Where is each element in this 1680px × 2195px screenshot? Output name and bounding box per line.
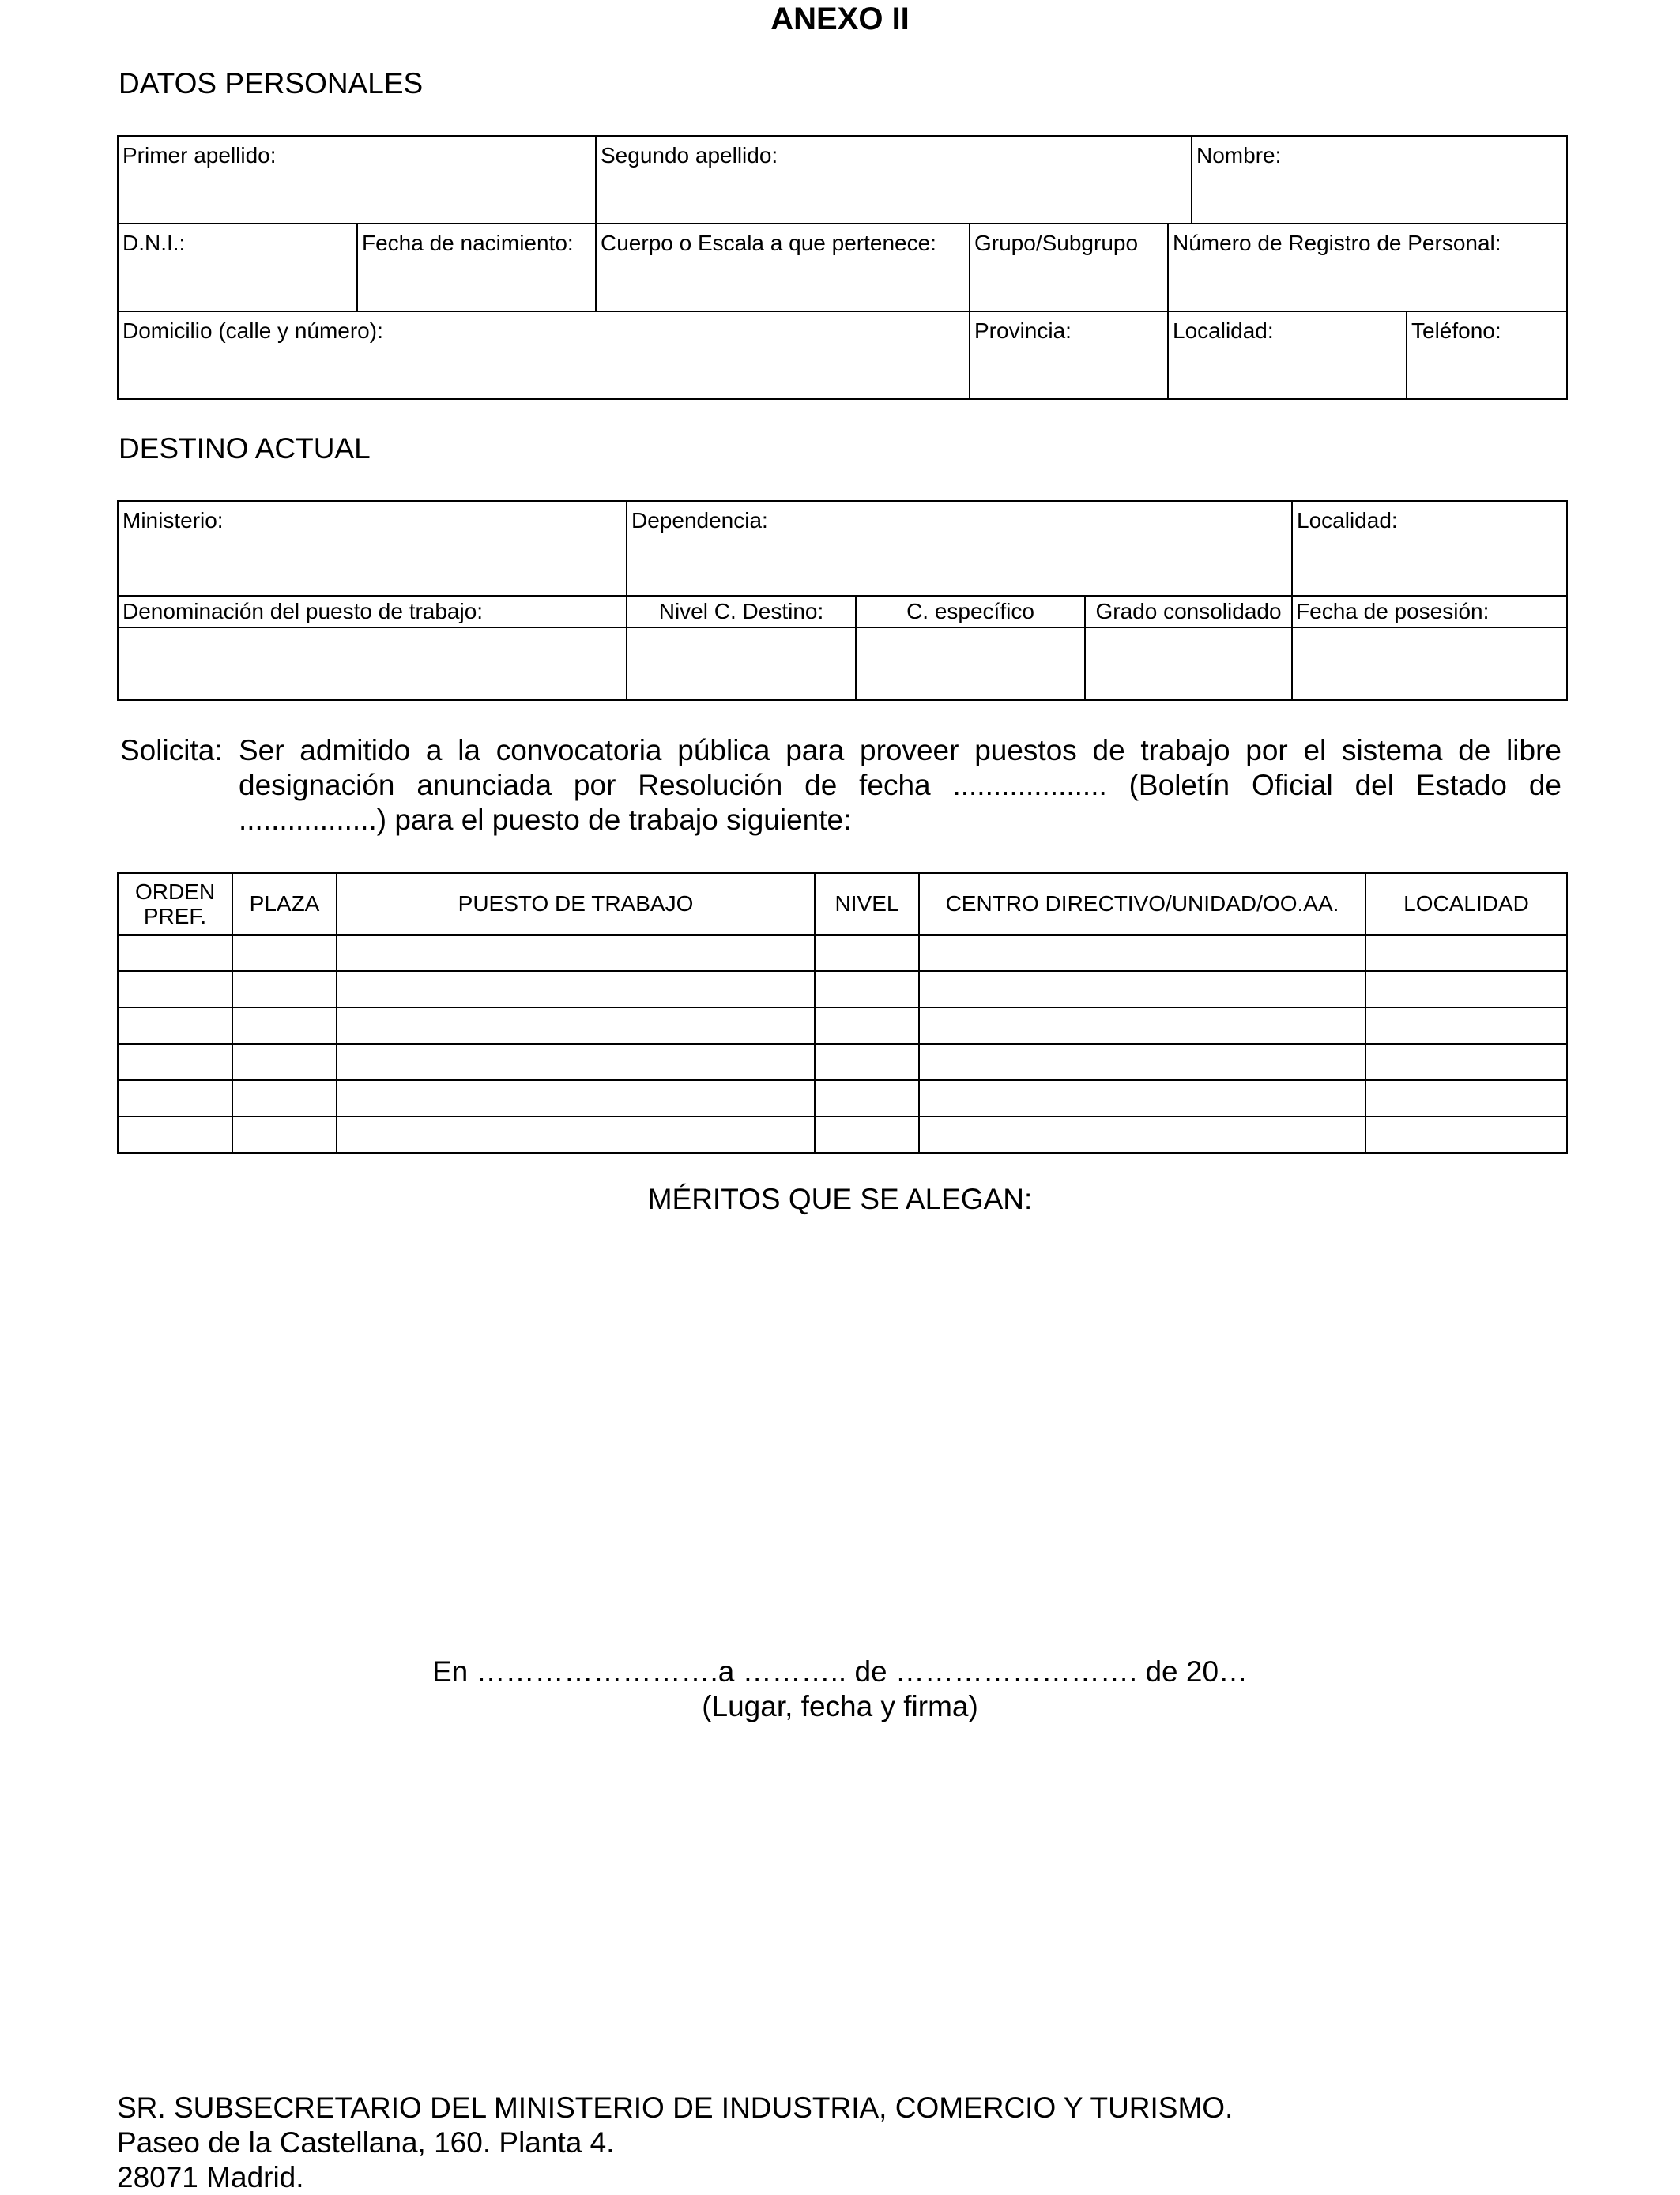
page-title: ANEXO II xyxy=(770,2,910,36)
table-cell[interactable] xyxy=(232,971,337,1007)
denominacion-input[interactable] xyxy=(118,627,627,700)
c-especifico-header xyxy=(856,596,1085,627)
table-cell[interactable] xyxy=(118,1007,232,1044)
section-heading-datos-personales: DATOS PERSONALES xyxy=(119,67,424,100)
denominacion-label: Denominación del puesto de trabajo: xyxy=(122,599,484,623)
table-row xyxy=(118,1116,1567,1153)
header-plaza xyxy=(232,873,337,935)
nrp-label: Número de Registro de Personal: xyxy=(1173,231,1501,255)
table-cell[interactable] xyxy=(919,1044,1365,1080)
nivel-destino-header xyxy=(627,596,856,627)
table-cell[interactable] xyxy=(919,1080,1365,1116)
table-cell[interactable] xyxy=(337,971,815,1007)
header-orden-pref-label: ORDEN PREF. xyxy=(134,879,216,928)
personal-data-table xyxy=(117,135,1568,400)
grupo-field[interactable] xyxy=(970,224,1168,311)
fecha-posesion-label: Fecha de posesión: xyxy=(1296,599,1490,623)
localidad-telefono-cell xyxy=(1168,311,1567,399)
table-cell[interactable] xyxy=(1365,1044,1567,1080)
destino-localidad-label: Localidad: xyxy=(1297,508,1398,533)
table-cell[interactable] xyxy=(919,1116,1365,1153)
table-cell[interactable] xyxy=(815,1080,919,1116)
denominacion-header xyxy=(118,596,627,627)
destino-table xyxy=(117,500,1568,701)
provincia-field[interactable] xyxy=(970,311,1168,399)
dependencia-field[interactable] xyxy=(627,501,1292,596)
nombre-label: Nombre: xyxy=(1196,143,1282,168)
grado-header xyxy=(1085,596,1292,627)
fecha-nacimiento-field[interactable] xyxy=(357,224,596,311)
ministerio-label: Ministerio: xyxy=(122,508,224,533)
fecha-nacimiento-label: Fecha de nacimiento: xyxy=(362,231,574,255)
table-cell[interactable] xyxy=(232,1080,337,1116)
table-cell[interactable] xyxy=(1365,971,1567,1007)
table-cell[interactable] xyxy=(232,935,337,971)
table-cell[interactable] xyxy=(815,971,919,1007)
table-cell[interactable] xyxy=(337,1007,815,1044)
table-cell[interactable] xyxy=(815,1116,919,1153)
nivel-destino-label: Nivel C. Destino: xyxy=(658,599,824,623)
fecha-posesion-input[interactable] xyxy=(1292,627,1567,700)
table-cell[interactable] xyxy=(118,1116,232,1153)
nrp-field[interactable] xyxy=(1168,224,1567,311)
table-cell[interactable] xyxy=(919,935,1365,971)
telefono-field[interactable] xyxy=(1407,312,1566,398)
header-nivel xyxy=(815,873,919,935)
addressee-line-2: Paseo de la Castellana, 160. Planta 4. xyxy=(117,2126,615,2159)
domicilio-label: Domicilio (calle y número): xyxy=(122,318,383,343)
dependencia-label: Dependencia: xyxy=(631,508,768,533)
telefono-label: Teléfono: xyxy=(1411,318,1501,343)
table-cell[interactable] xyxy=(118,935,232,971)
table-cell[interactable] xyxy=(337,1080,815,1116)
table-cell[interactable] xyxy=(337,935,815,971)
meritos-heading: MÉRITOS QUE SE ALEGAN: xyxy=(647,1183,1033,1215)
table-row xyxy=(118,971,1567,1007)
table-row xyxy=(118,1044,1567,1080)
table-cell[interactable] xyxy=(232,1116,337,1153)
header-puesto-trabajo xyxy=(337,873,815,935)
table-cell[interactable] xyxy=(337,1116,815,1153)
grado-label: Grado consolidado xyxy=(1095,599,1282,623)
localidad-label: Localidad: xyxy=(1173,318,1274,343)
header-centro-directivo xyxy=(919,873,1365,935)
table-row xyxy=(118,935,1567,971)
header-puesto-trabajo-label: PUESTO DE TRABAJO xyxy=(458,891,694,916)
header-plaza-label: PLAZA xyxy=(249,891,320,916)
table-cell[interactable] xyxy=(1365,935,1567,971)
table-row xyxy=(118,1007,1567,1044)
signature-caption: (Lugar, fecha y firma) xyxy=(702,1690,978,1722)
header-orden-pref xyxy=(118,873,232,935)
c-especifico-input[interactable] xyxy=(856,627,1085,700)
table-cell[interactable] xyxy=(919,1007,1365,1044)
table-cell[interactable] xyxy=(1365,1116,1567,1153)
dni-field[interactable] xyxy=(118,224,357,311)
table-cell[interactable] xyxy=(118,1044,232,1080)
primer-apellido-label: Primer apellido: xyxy=(122,143,277,168)
table-cell[interactable] xyxy=(815,1007,919,1044)
table-cell[interactable] xyxy=(815,1044,919,1080)
c-especifico-label: C. específico xyxy=(906,599,1034,623)
domicilio-field[interactable] xyxy=(118,311,970,399)
nivel-destino-input[interactable] xyxy=(627,627,856,700)
signature-line[interactable]: En …………………….a ……….. de ……………………. de 20… xyxy=(431,1655,1249,1688)
table-cell[interactable] xyxy=(232,1007,337,1044)
table-cell[interactable] xyxy=(815,935,919,971)
ministerio-field[interactable] xyxy=(118,501,627,596)
nombre-field[interactable] xyxy=(1192,136,1567,224)
solicita-label: Solicita: xyxy=(120,734,223,766)
table-cell[interactable] xyxy=(337,1044,815,1080)
segundo-apellido-field[interactable] xyxy=(596,136,1192,224)
cuerpo-escala-field[interactable] xyxy=(596,224,970,311)
cuerpo-escala-label: Cuerpo o Escala a que pertenece: xyxy=(601,231,936,255)
table-cell[interactable] xyxy=(919,971,1365,1007)
table-cell[interactable] xyxy=(118,971,232,1007)
table-cell[interactable] xyxy=(232,1044,337,1080)
solicita-text: Ser admitido a la convocatoria pública para proveer puestos de trabajo por el sistema de libre designación anunciada por Resolución de fecha ................... (Boletín Oficial del Estado de .................) para el puesto de trabajo siguiente: xyxy=(239,734,1561,836)
table-cell[interactable] xyxy=(118,1080,232,1116)
section-heading-destino-actual: DESTINO ACTUAL xyxy=(119,432,371,465)
header-nivel-label: NIVEL xyxy=(834,891,899,916)
table-row xyxy=(118,1080,1567,1116)
addressee-line-3: 28071 Madrid. xyxy=(117,2161,304,2193)
puestos-table xyxy=(117,872,1568,1154)
fecha-posesion-header xyxy=(1292,596,1567,627)
header-localidad-label: LOCALIDAD xyxy=(1403,891,1529,916)
table-cell[interactable] xyxy=(1365,1007,1567,1044)
header-localidad xyxy=(1365,873,1567,935)
addressee-line-1: SR. SUBSECRETARIO DEL MINISTERIO DE INDUSTRIA, COMERCIO Y TURISMO. xyxy=(117,2091,1234,2124)
localidad-field[interactable] xyxy=(1169,312,1407,398)
grado-input[interactable] xyxy=(1085,627,1292,700)
primer-apellido-field[interactable] xyxy=(118,136,596,224)
segundo-apellido-label: Segundo apellido: xyxy=(601,143,778,168)
dni-label: D.N.I.: xyxy=(122,231,186,255)
grupo-label: Grupo/Subgrupo xyxy=(974,231,1139,255)
addressee-block xyxy=(117,2091,1233,2195)
provincia-label: Provincia: xyxy=(974,318,1072,343)
header-centro-directivo-label: CENTRO DIRECTIVO/UNIDAD/OO.AA. xyxy=(945,891,1339,916)
destino-localidad-field[interactable] xyxy=(1292,501,1567,596)
table-cell[interactable] xyxy=(1365,1080,1567,1116)
